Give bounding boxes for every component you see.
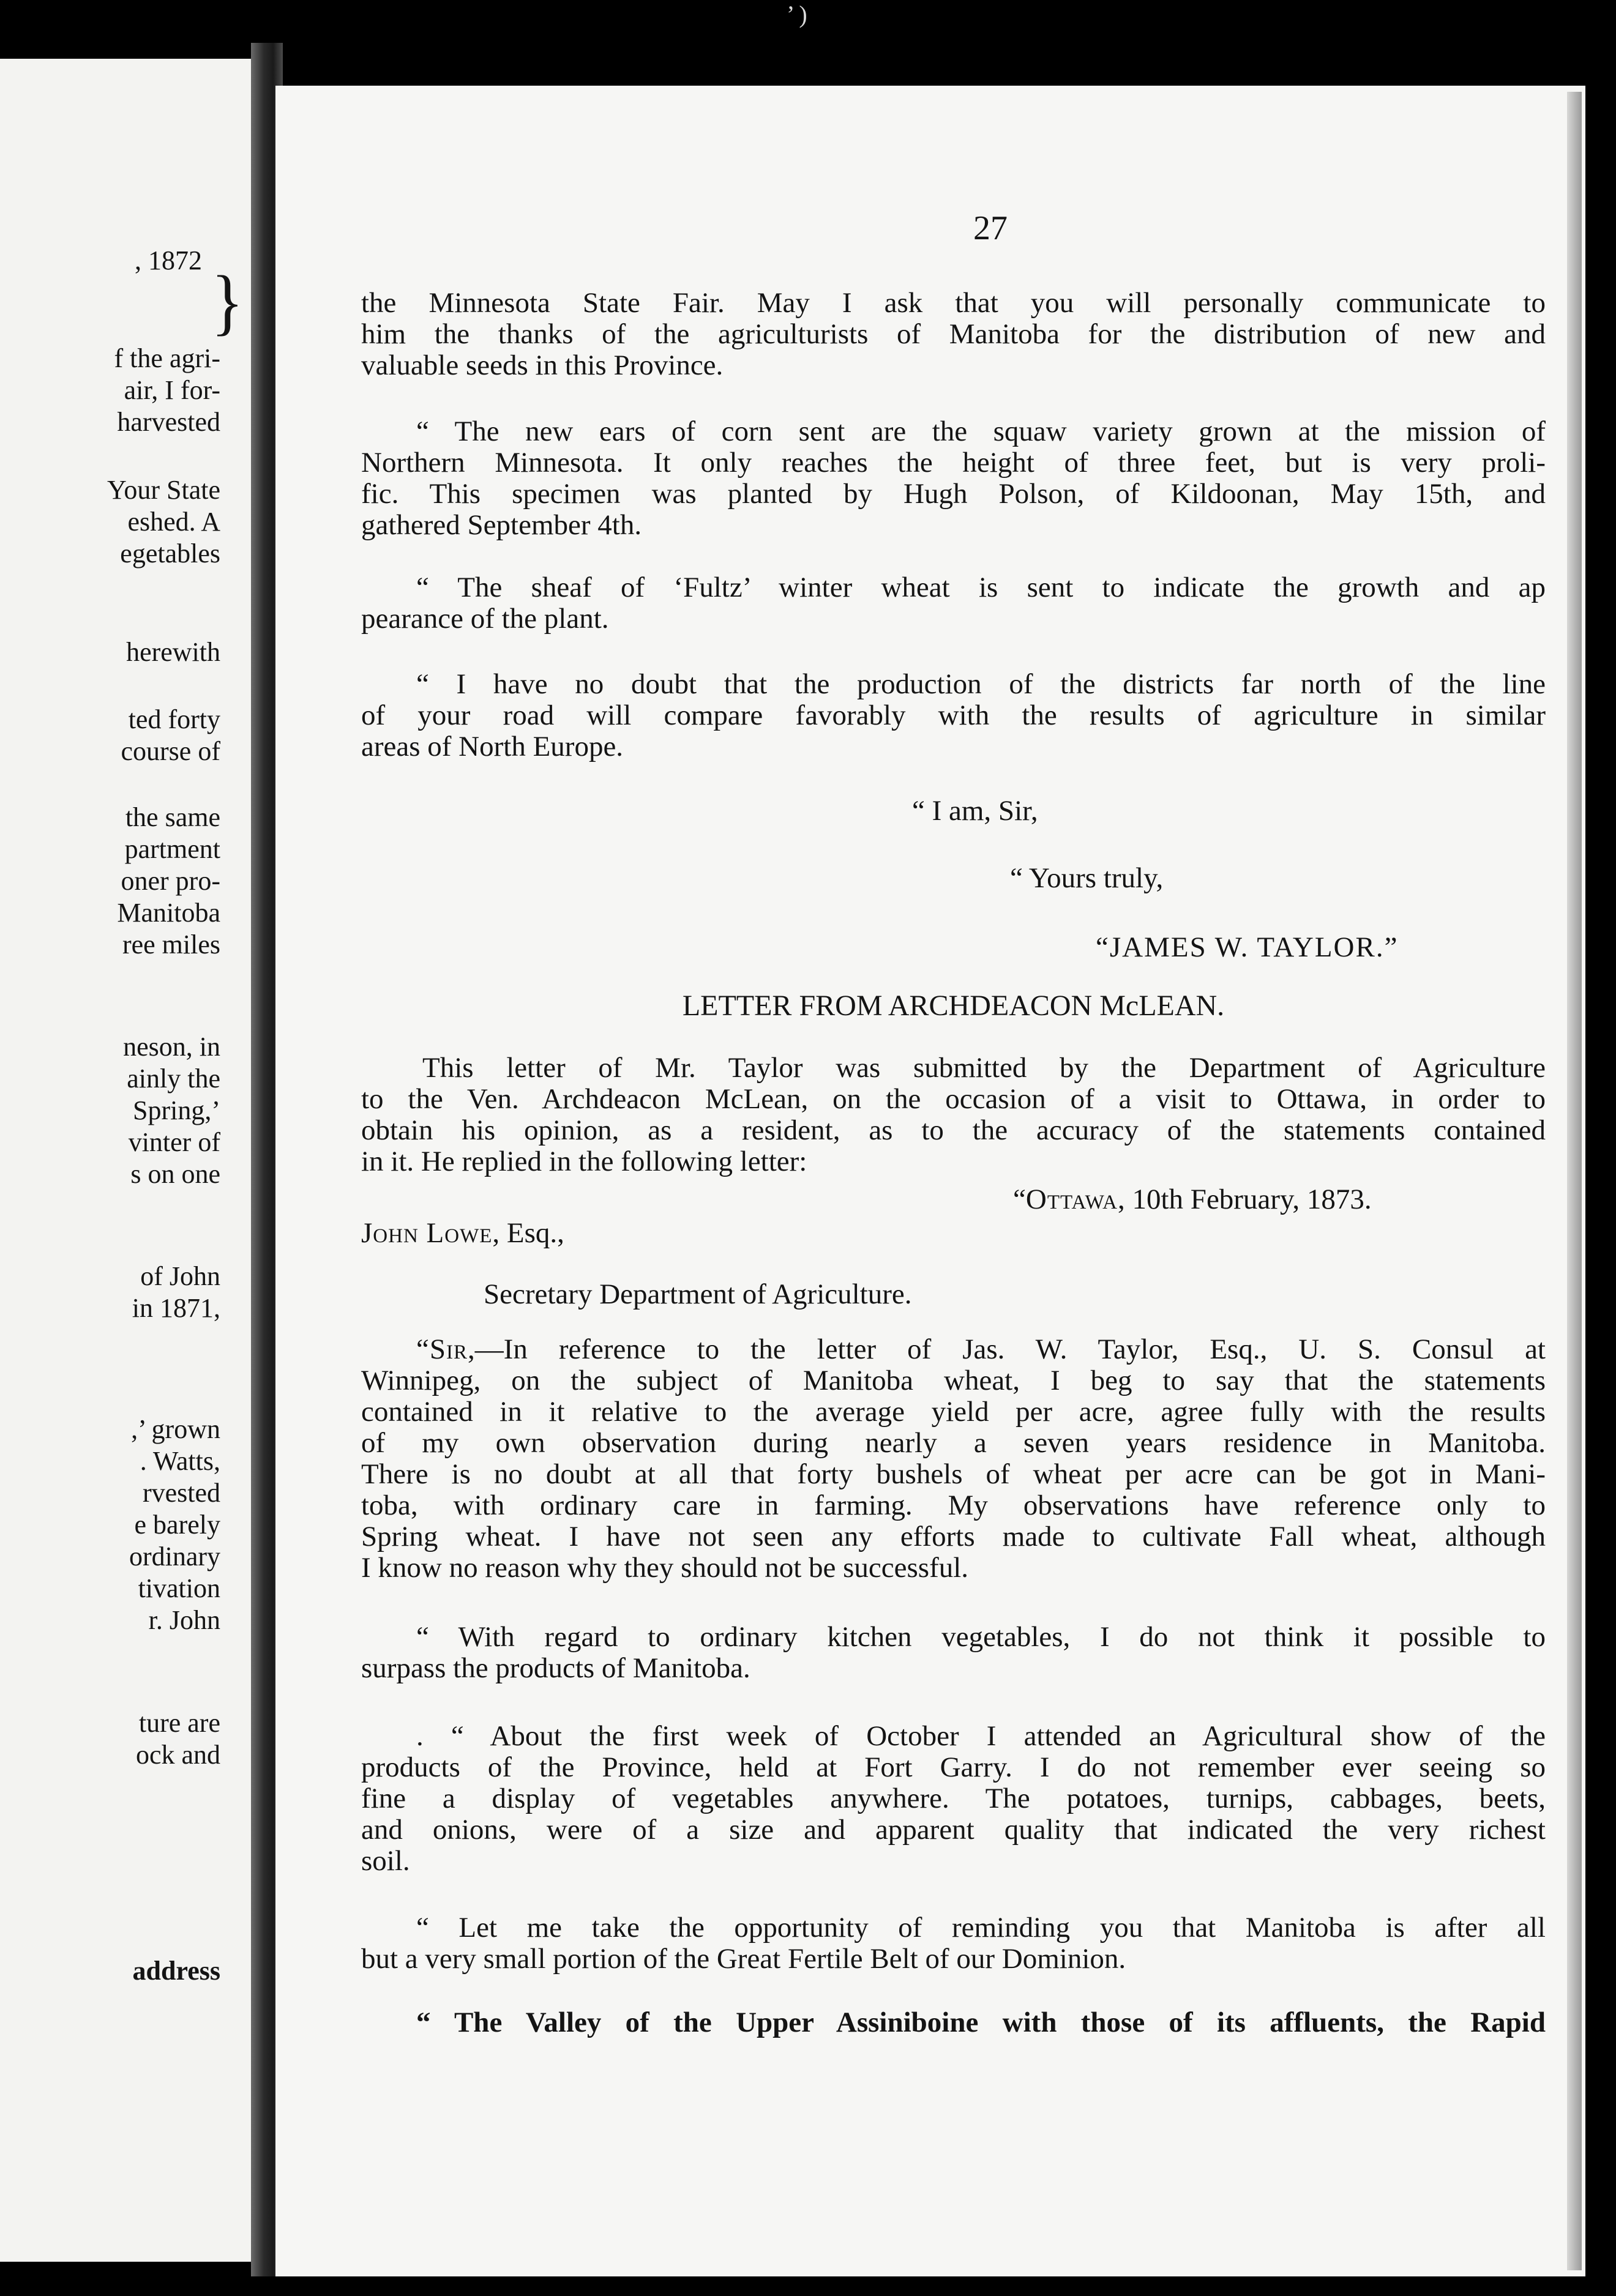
text-line: in it. He replied in the following letter: bbox=[361, 1146, 807, 1177]
left-page-fragment bbox=[0, 59, 251, 2262]
left-page-line: egetables bbox=[120, 539, 220, 568]
dateline-date: , 10th February, 1873. bbox=[1118, 1183, 1372, 1215]
left-page-line: ted forty bbox=[128, 704, 220, 734]
text-line: obtain his opinion, as a resident, as to the accuracy of the statements contained bbox=[361, 1114, 1546, 1146]
addressee-title: Secretary Department of Agriculture. bbox=[484, 1278, 912, 1310]
text-line: This letter of Mr. Taylor was submitted by the Department of Agriculture bbox=[422, 1052, 1546, 1084]
left-page-line: Spring,’ bbox=[133, 1095, 220, 1125]
left-page-line: vinter of bbox=[128, 1127, 220, 1157]
left-page-line: herewith bbox=[126, 637, 220, 667]
left-page-line: neson, in bbox=[123, 1032, 220, 1062]
left-page-line: ordinary bbox=[129, 1541, 220, 1571]
text-line: fic. This specimen was planted by Hugh Polson, of Kildoonan, May 15th, and bbox=[361, 478, 1546, 510]
page-number: 27 bbox=[973, 209, 1008, 247]
mclean-para-5 bbox=[361, 2007, 1546, 2038]
mclean-para-4 bbox=[361, 1912, 1546, 1975]
text-line: I know no reason why they should not be successful. bbox=[361, 1552, 969, 1584]
left-page-line: tivation bbox=[138, 1573, 220, 1603]
left-page-line: e barely bbox=[134, 1510, 220, 1540]
text-line: “ The new ears of corn sent are the squaw variety grown at the mission of bbox=[416, 416, 1546, 447]
intro-paragraph bbox=[361, 1053, 1546, 1177]
text-line: “ With regard to ordinary kitchen vegetables, I do not think it possible to bbox=[416, 1621, 1546, 1653]
left-page-line: the same bbox=[125, 802, 220, 832]
closing-i-am-sir: “ I am, Sir, bbox=[912, 795, 1038, 827]
text-line: the Minnesota State Fair. May I ask that you will personally communicate to bbox=[361, 287, 1546, 319]
left-page-line: Manitoba bbox=[117, 898, 220, 928]
mclean-para-1 bbox=[361, 1334, 1546, 1584]
text-line: of your road will compare favorably with the results of agriculture in similar bbox=[361, 699, 1546, 731]
text-line: of my own observation during nearly a seven years residence in Manitoba. bbox=[361, 1427, 1546, 1459]
left-page-line: course of bbox=[121, 736, 220, 766]
text-line: to the Ven. Archdeacon McLean, on the occasion of a visit to Ottawa, in order to bbox=[361, 1083, 1546, 1115]
text-line: soil. bbox=[361, 1845, 410, 1877]
text-line: areas of North Europe. bbox=[361, 731, 624, 762]
left-page-line: address bbox=[132, 1956, 220, 1986]
text-line: “ Let me take the opportunity of reminding you that Manitoba is after all bbox=[416, 1912, 1546, 1944]
dateline bbox=[1013, 1184, 1372, 1215]
text-line: “ The sheaf of ‘Fultz’ winter wheat is sent to indicate the growth and ap bbox=[416, 572, 1546, 603]
text-line: surpass the products of Manitoba. bbox=[361, 1652, 750, 1684]
taylor-para-2 bbox=[361, 416, 1546, 541]
left-page-line: . Watts, bbox=[140, 1446, 220, 1476]
left-page-line: ainly the bbox=[127, 1064, 220, 1094]
left-page-line: eshed. A bbox=[127, 507, 220, 537]
taylor-para-4 bbox=[361, 669, 1546, 762]
taylor-para-3 bbox=[361, 572, 1546, 635]
text-line: “ The Valley of the Upper Assiniboine with those of its affluents, the Rapid bbox=[416, 2007, 1546, 2038]
left-page-line: rvested bbox=[142, 1478, 220, 1508]
left-page-line: in 1871, bbox=[132, 1293, 220, 1323]
mclean-para-3 bbox=[361, 1721, 1546, 1877]
text-line: . “ About the first week of October I attended an Agricultural show of the bbox=[416, 1720, 1546, 1752]
section-heading: LETTER FROM ARCHDEACON McLEAN. bbox=[682, 990, 1225, 1022]
text-line: toba, with ordinary care in farming. My observations have reference only to bbox=[361, 1489, 1546, 1521]
text-line: contained in it relative to the average yield per acre, agree fully with the results bbox=[361, 1396, 1546, 1428]
page-edge-shadow bbox=[1567, 92, 1582, 2270]
text-line: valuable seeds in this Province. bbox=[361, 349, 724, 381]
taylor-para-1 bbox=[361, 288, 1546, 381]
salutation-rest: ,—In reference to the letter of Jas. W. Taylor, Esq., U. S. Consul at bbox=[468, 1333, 1546, 1365]
text-line: and onions, were of a size and apparent quality that indicated the very richest bbox=[361, 1814, 1546, 1846]
left-page-line: air, I for- bbox=[124, 375, 220, 405]
left-page-line: Your State bbox=[107, 475, 220, 505]
text-line: products of the Province, held at Fort Garry. I do not remember ever seeing so bbox=[361, 1751, 1546, 1783]
left-page-line: ock and bbox=[135, 1740, 220, 1770]
left-page-line: , 1872 bbox=[135, 245, 202, 275]
text-line bbox=[361, 1334, 1546, 1365]
addressee-name: John Lowe bbox=[361, 1217, 493, 1249]
left-page-line: harvested bbox=[117, 407, 220, 437]
text-line: gathered September 4th. bbox=[361, 509, 642, 541]
closing-yours-truly: “ Yours truly, bbox=[1010, 862, 1164, 894]
left-page-brace: } bbox=[211, 260, 244, 343]
dateline-quote: “ bbox=[1013, 1183, 1026, 1215]
left-page-line: f the agri- bbox=[114, 343, 220, 373]
left-page-line: of John bbox=[140, 1261, 220, 1291]
top-scan-mark: ’ ) bbox=[787, 1, 807, 28]
left-page-line: r. John bbox=[148, 1605, 220, 1635]
text-line: Northern Minnesota. It only reaches the height of three feet, but is very proli- bbox=[361, 447, 1546, 479]
left-page-line: ,’ grown bbox=[131, 1414, 220, 1444]
text-line: but a very small portion of the Great Fertile Belt of our Dominion. bbox=[361, 1943, 1126, 1975]
text-line: “ I have no doubt that the production of the districts far north of the line bbox=[416, 668, 1546, 700]
mclean-para-2 bbox=[361, 1622, 1546, 1684]
text-line: Spring wheat. I have not seen any efforts made to cultivate Fall wheat, although bbox=[361, 1521, 1546, 1552]
text-line: fine a display of vegetables anywhere. The potatoes, turnips, cabbages, beets, bbox=[361, 1783, 1546, 1814]
left-page-line: ree miles bbox=[122, 930, 220, 960]
dateline-place: Ottawa bbox=[1025, 1183, 1118, 1215]
addressee-suffix: , Esq., bbox=[492, 1217, 564, 1249]
left-page-line: partment bbox=[124, 834, 220, 864]
text-line: him the thanks of the agriculturists of Manitoba for the distribution of new and bbox=[361, 318, 1546, 350]
left-page-line: s on one bbox=[130, 1159, 220, 1189]
left-page-line: oner pro- bbox=[121, 866, 220, 896]
text-line: Winnipeg, on the subject of Manitoba wheat, I beg to say that the statements bbox=[361, 1365, 1546, 1396]
salutation-sir: “Sir bbox=[416, 1333, 468, 1365]
text-line: pearance of the plant. bbox=[361, 603, 609, 635]
addressee bbox=[361, 1218, 564, 1249]
text-line: There is no doubt at all that forty bushels of wheat per acre can be got in Mani- bbox=[361, 1458, 1546, 1490]
signature-james-taylor: “JAMES W. TAYLOR.” bbox=[1096, 931, 1399, 963]
left-page-line: ture are bbox=[138, 1708, 220, 1738]
